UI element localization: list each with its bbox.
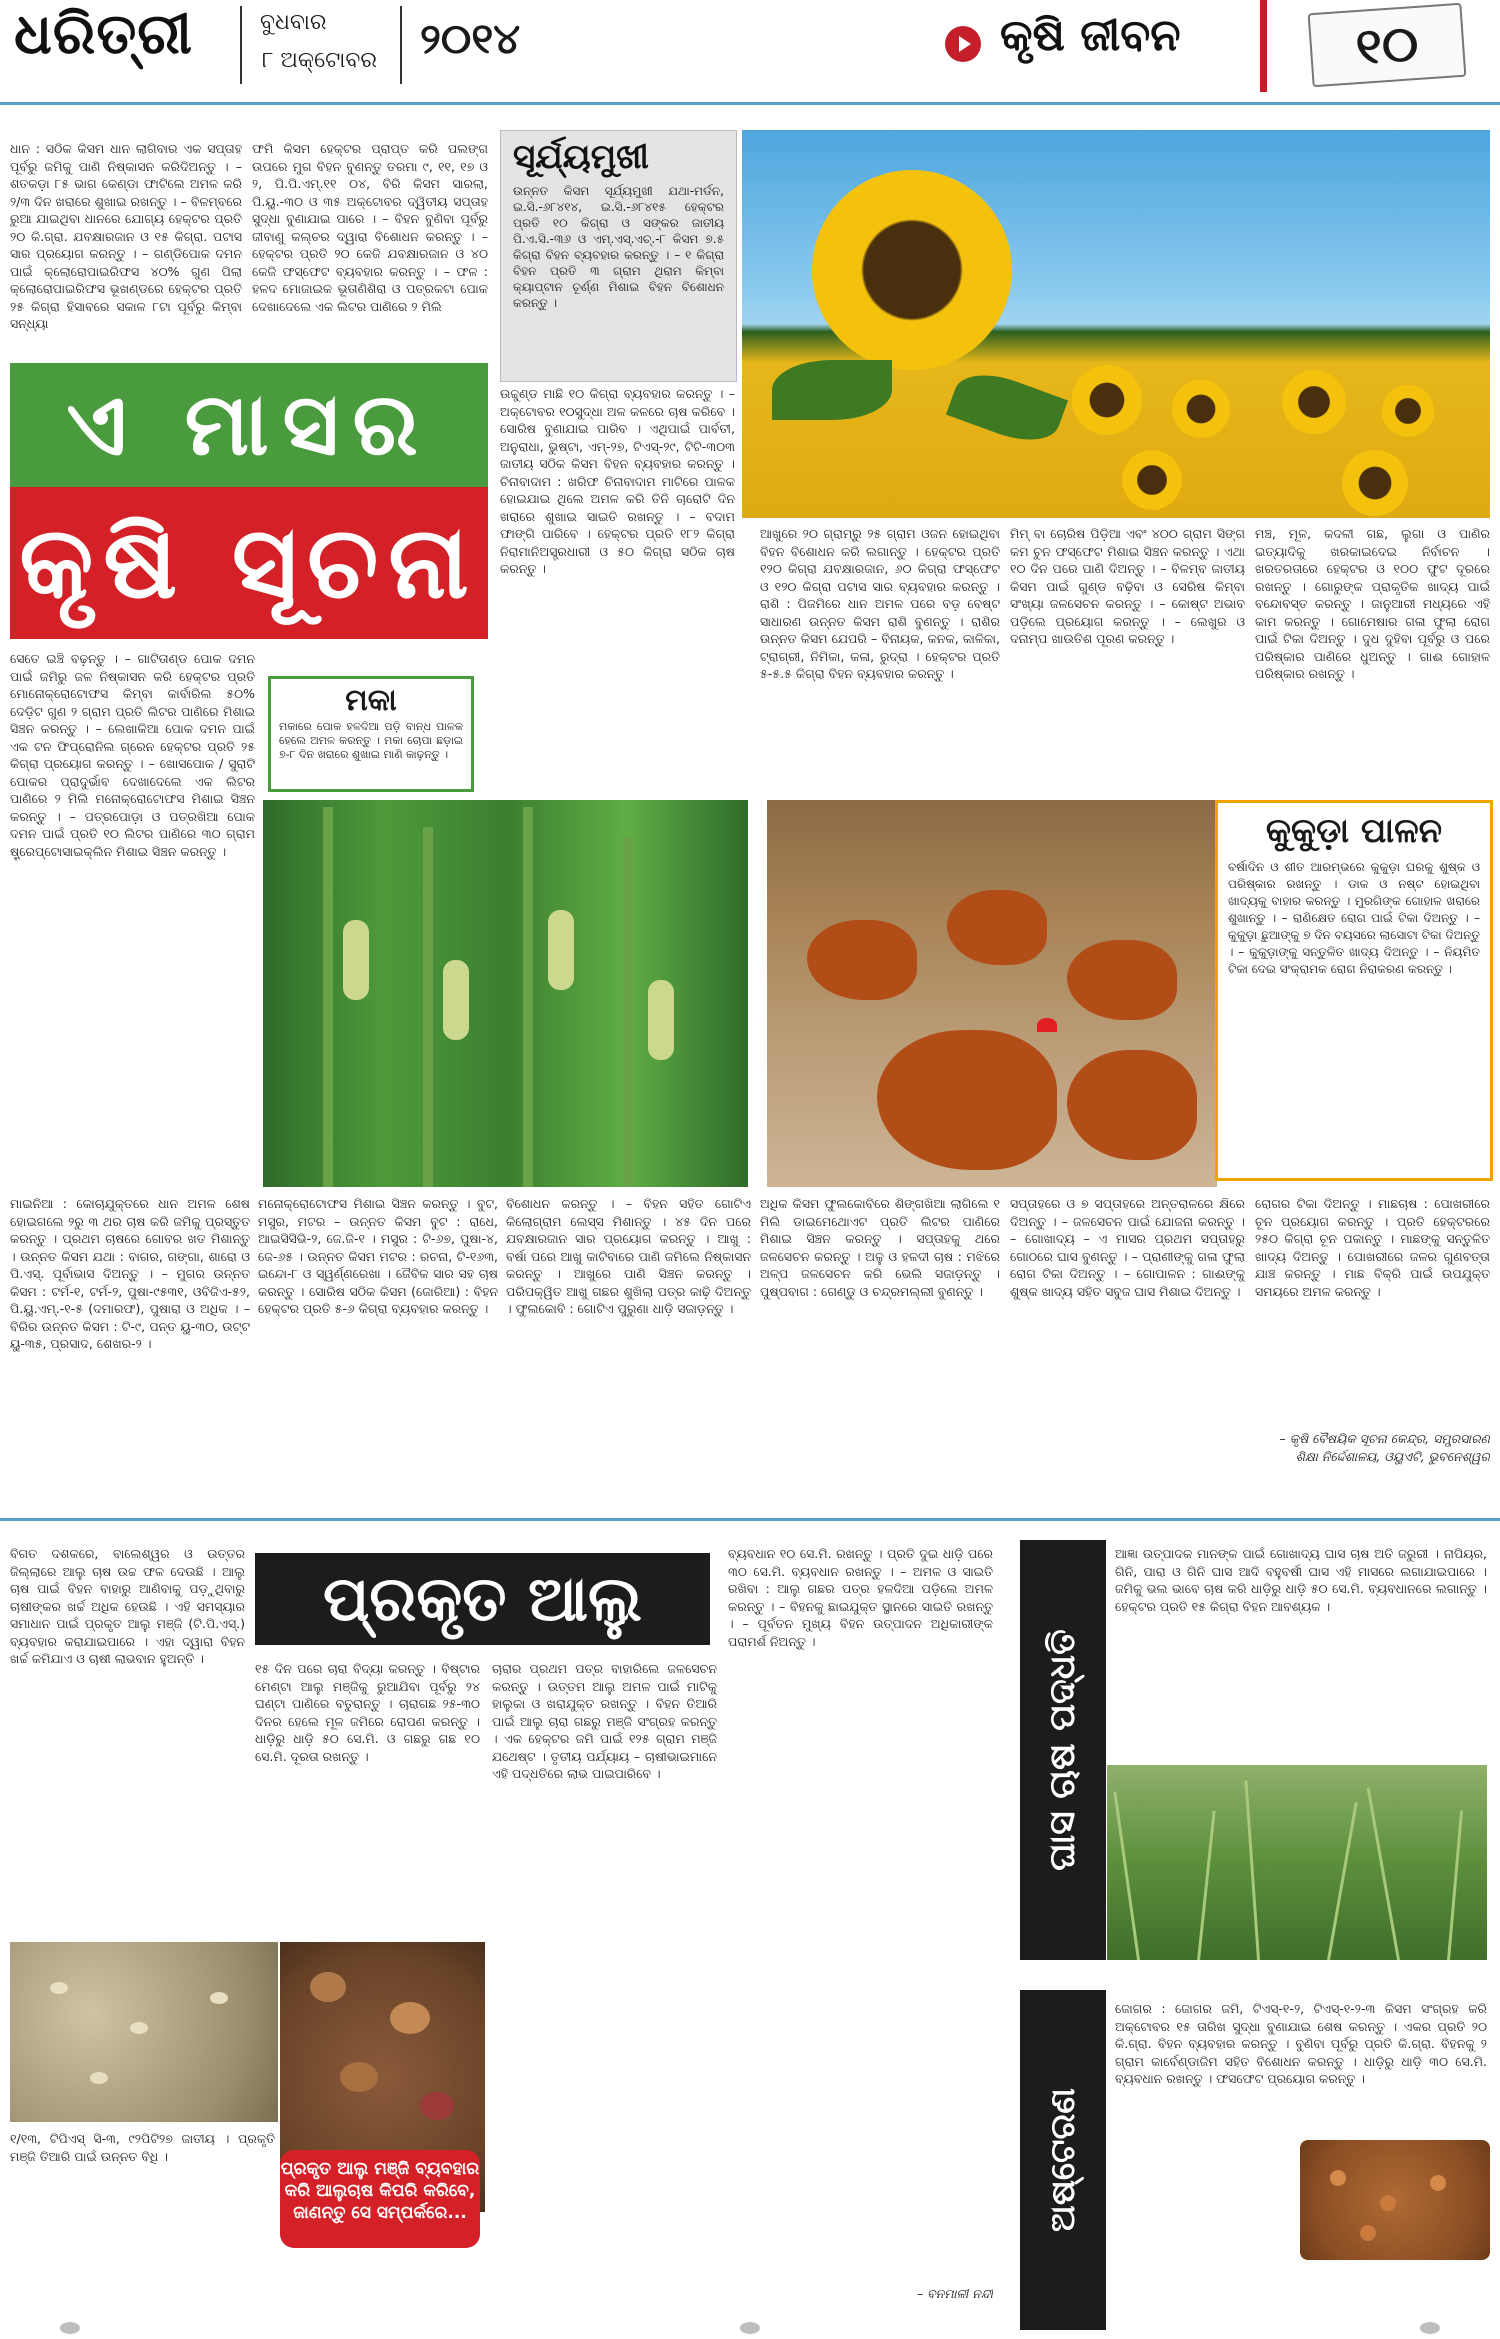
article-gram: ମନୋକ୍ରୋଟୋଫସ ମିଶାଇ ସିଞ୍ଚନ କରନ୍ତୁ । ବୁଟ, ମସୁର, ମଟର – ଉନ୍ନତ କିସମ ବୁଟ : ରାଧେ, ଆଇସିସିଭି-୨, ଜେ.ଜି-୧ । ମସୁର : ଟି-୬୭, ପୁଷା-୪, ଜେ-୬୫ । ଉନ୍ନତ କିସମ ମଟର : ରଚନା, ଟି-୧୬୩, ଇନ୍ଦୋ-୮ ଓ ସ୍ୱର୍ଣ୍ଣରେଖା । ଜୈବିକ ସାର ସହ ଚାଷ କରନ୍ତୁ । ସୋରିଷ ସଠିକ କିସମ (ଜୋରିଆ) : ବିହନ ହେକ୍ଟର ପ୍ରତି ୫-୬ କିଗ୍ରା ବ୍ୟବହାର କରନ୍ତୁ । bbox=[258, 1196, 498, 1316]
section-rule bbox=[0, 1518, 1500, 1521]
corn-ear-icon bbox=[443, 960, 469, 1040]
grass-blade-icon bbox=[1197, 1811, 1216, 1960]
seed-icon bbox=[1380, 2195, 1396, 2211]
poultry-text: ବର୍ଷାଦିନ ଓ ଶୀତ ଆରମ୍ଭରେ କୁକୁଡ଼ା ଘରକୁ ଶୁଷ୍କ ଓ ପରିଷ୍କାର ରଖନ୍ତୁ । ଡାକ ଓ ନଷ୍ଟ ହୋଇଥିବା ଖାଦ୍ୟକୁ ବାହାର କରନ୍ତୁ । ମୁରଗିଙ୍କ ଗୋହାଳ ଖରାରେ ଶୁଖାନ୍ତୁ । – ରାଣିକ୍ଷେତ ରୋଗ ପାଇଁ ଟିକା ଦିଅନ୍ତୁ । – କୁକୁଡ଼ା ଛୁଆଙ୍କୁ ୭ ଦିନ ବୟସରେ ଲାସୋଟା ଟିକା ଦିଅନ୍ତୁ । – କୁକୁଡ଼ାଙ୍କୁ ସନ୍ତୁଳିତ ଖାଦ୍ୟ ଦିଅନ୍ତୁ । – ନିୟମିତ ଟିକା ଦେଇ ସଂକ୍ରାମକ ରୋଗ ନିରାକରଣ କରନ୍ତୁ । bbox=[1228, 860, 1480, 976]
maize-photo bbox=[263, 800, 748, 1187]
article-pulses: ଫମି କିସମ ହେକ୍ଟର ପ୍ରାପ୍ତ କରି ପଲଙ୍ଗ ଉପରେ ମୁଗ ବିହନ ବୁଣନ୍ତୁ ତରମା ୯, ୧୧, ୧୭ ଓ ୨, ପି.ପି.ଏମ୍.୧୧ ୦୪, ବିରି କିସମ ସାରଲା, ପି.ୟୁ.-୩୦ ଓ ୩୫ ଅକ୍ଟୋବର ଦ୍ୱିତୀୟ ସପ୍ତାହ ସୁଦ୍ଧା ବୁଣାଯାଇ ପାରେ । – ବିହନ ବୁଣିବା ପୂର୍ବରୁ ଜୀବାଣୁ କଲ୍ଚର ଦ୍ୱାରା ବିଶୋଧନ କରନ୍ତୁ । – ହେକ୍ଟର ପ୍ରତି ୨୦ କେଜି ଯବକ୍ଷାରଜାନ ଓ ୪୦ କେଜି ଫସ୍ଫେଟ ବ୍ୟବହାର କରନ୍ତୁ । – ଫଳ : ହଳଦ ମୋଜାଇକ ଭୂତାଣିଶିରା ଓ ପତ୍ରକଟା ପୋକ ଦେଖାଦେଲେ ଏକ ଲିଟର ପାଣିରେ ୨ ମିଲି bbox=[252, 141, 488, 314]
leaf-icon bbox=[946, 363, 1068, 452]
sideline-vertical-heading bbox=[1020, 1990, 1106, 2330]
grass-blade-icon bbox=[1367, 1787, 1400, 1960]
sideline-seed-photo bbox=[1300, 2140, 1490, 2260]
potato-icon bbox=[340, 2062, 378, 2092]
article-sugarcane: ଆଖୁରେ ୨୦ ଗ୍ରାମ୍ରୁ ୨୫ ଗ୍ରାମ ଓଜନ ହୋଇଥିବା ବିହନ ବିଶୋଧନ କରି ଲଗାନ୍ତୁ । ହେକ୍ଟର ପ୍ରତି ୧୨୦ କିଗ୍ରା ଯବକ୍ଷାରଜାନ, ୬୦ କିଗ୍ରା ଫସ୍ଫେଟ ଓ ୧୨୦ କିଗ୍ରା ପଟାସ ସାର ବ୍ୟବହାର କରନ୍ତୁ । ରାଶି : ପିଜମିରେ ଧାନ ଅମଳ ପରେ ବଡ଼ ବେଷ୍ଟ ସାଧାରଣ ଉନ୍ନତ କିସମ ରାଶି ବୁଣନ୍ତୁ । ରାଶିର ଉନ୍ନତ କିସମ ଯେପରି – ବିନାୟକ, କନକ, କାଳିକା, ଟ୍ରାଗ୍ରୀ, ନିମିକା, କଳା, ରୁଦ୍ରା । ହେକ୍ଟର ପ୍ରତି ୫-୫.୫ କିଗ୍ରା ବିହନ ବ୍ୟବହାର କରନ୍ତୁ । bbox=[760, 526, 1000, 681]
sunflower-head-icon bbox=[1072, 365, 1142, 435]
fodder-heading: ଘାସ ଚାଷ ପଦ୍ଧତି bbox=[1042, 1629, 1083, 1871]
seed-icon bbox=[1360, 2225, 1376, 2241]
potato-headline: ପ୍ରକୃତ ଆଲୁ ମଞ୍ଜି bbox=[255, 1553, 710, 1645]
section-accent-bar bbox=[1260, 0, 1267, 92]
corn-ear-icon bbox=[548, 910, 574, 990]
sunflower-head-icon bbox=[1122, 450, 1182, 510]
hen-icon bbox=[1067, 1050, 1197, 1160]
potato-icon bbox=[310, 1972, 346, 2002]
article-oilseeds: ଉଚ୍ଚୁଣ୍ଡ ମାଛି ୧୦ କିଗ୍ରା ବ୍ୟବହାର କରନ୍ତୁ । – ଅକ୍ଟୋବର ୧୦ସୁଦ୍ଧା ଅଳ କଳରେ ଚାଷ କରିବେ । ସୋରିଷ ବୁଣାଯାଇ ପାରିବ । ଏଥିପାଇଁ ପାର୍ବତୀ, ଅନୁରାଧା, ଭୁଷ୍ଟା, ଏମ୍-୨୭, ଟିଏସ୍-୨୯, ଟିଟି-୩୦୩ ଜାତୀୟ ସଠିକ କିସମ ବିହନ ବ୍ୟବହାର କରନ୍ତୁ । ଚିନାବାଦାମ : ଖରିଫ ଚିନାବାଦାମ ମାଟିରେ ପାଳକ ହୋଇଯାଇ ଥିଲେ ଅମଳ କରି ତିନି ଚାରୋଟି ଦିନ ଖରାରେ ଶୁଖାଇ ସାଇତି ରଖନ୍ତୁ । – ବଦାମ ଫାଙ୍ଗି ପାରିବେ । ହେକ୍ଟର ପ୍ରତି ୧୮୨ କିଗ୍ରା ନିରାମାନିଅସ୍ତ୍ରଧାରୀ ଓ ୫୦ କିଗ୍ରା ସଠିକ ଚାଷ କରନ୍ତୁ । bbox=[500, 386, 735, 576]
potato-icon bbox=[390, 2002, 430, 2034]
potato-seed-photo bbox=[10, 1942, 278, 2122]
section-title: କୃଷି ଜୀବନ bbox=[1000, 10, 1181, 61]
potato-article-intro: ବିଗତ ଦଶକରେ, ବାଲେଶ୍ୱର ଓ ଉତ୍ତର ଜିଲ୍ଲାରେ ଆଲୁ ଚାଷ ଉଚ୍ଚ ଫଳ ଦେଉଛି । ଆଲୁ ଚାଷ ପାଇଁ ବିହନ ବାହାରୁ ଆଣିବାକୁ ପଡ଼ୁଥିବାରୁ ଚାଷୀଙ୍କର ଖର୍ଚ୍ଚ ଅଧିକ ହେଉଛି । ଏହି ସମସ୍ୟାର ସମାଧାନ ପାଇଁ ପ୍ରକୃତ ଆଲୁ ମଞ୍ଜି (ଟି.ପି.ଏସ୍.) ବ୍ୟବହାର କରାଯାଇପାରେ । ଏହା ଦ୍ୱାରା ବିହନ ଖର୍ଚ୍ଚ କମିଯାଏ ଓ ଚାଷୀ ଲାଭବାନ ହୁଅନ୍ତି । bbox=[10, 1546, 245, 1666]
sideline-heading: ଅଷ୍ଟେରଣ bbox=[1043, 2088, 1083, 2232]
fodder-vertical-heading bbox=[1020, 1540, 1106, 1960]
article-credit: – କୃଷି ବୈଷୟିକ ସୂଚନା କେନ୍ଦ୍ର, ସମ୍ପ୍ରସାରଣ ଶିକ୍ଷା ନିର୍ଦ୍ଦେଶାଳୟ, ଓୟୁଏଟି, ଭୁବନେଶ୍ୱର bbox=[1279, 1431, 1490, 1464]
seed-icon bbox=[50, 1982, 68, 1994]
maize-box bbox=[268, 676, 474, 792]
potato-article-part3: ଚାରାର ପ୍ରଥମ ପତ୍ର ବାହାରିଲେ ଜଳସେଚନ କରନ୍ତୁ । ଉତ୍ତମ ଆଲୁ ଅମଳ ପାଇଁ ମାଟିକୁ ହାଲୁକା ଓ ଖରାଯୁକ୍ତ ରଖନ୍ତୁ । ବିହନ ତିଆରି ପାଇଁ ଆଲୁ ଚାରା ଗଛରୁ ମଞ୍ଜି ସଂଗ୍ରହ କରନ୍ତୁ । ଏକ ହେକ୍ଟର ଜମି ପାଇଁ ୧୨୫ ଗ୍ରାମ ମଞ୍ଜି ଯଥେଷ୍ଟ । ତୃତୀୟ ପର୍ଯ୍ୟାୟ – ଚାଷୀଭାଇମାନେ ଏହି ପଦ୍ଧତିରେ ଲାଭ ପାଇପାରିବେ । bbox=[492, 1661, 717, 1781]
potato-article-part2: ୧୫ ଦିନ ପରେ ଚାରା ବିଦ୍ୟା କରନ୍ତୁ । ବିଷ୍ଟାର ମେଣ୍ଟା ଆଲୁ ମଞ୍ଜିକୁ ରୁଆଯିବା ପୂର୍ବରୁ ୨୪ ଘଣ୍ଟା ପାଣିରେ ବତୁରାନ୍ତୁ । ଚାରାଗଛ ୨୫-୩୦ ଦିନର ହେଲେ ମୂଳ ଜମିରେ ରୋପଣ କରନ୍ତୁ । ଧାଡ଼ିରୁ ଧାଡ଼ି ୫୦ ସେ.ମି. ଓ ଗଛରୁ ଗଛ ୧୦ ସେ.ମି. ଦୂରତା ରଖନ୍ତୁ । bbox=[255, 1661, 480, 1764]
seed-icon bbox=[1330, 2170, 1346, 2186]
seed-icon bbox=[130, 2022, 148, 2034]
sunflower-head-icon bbox=[1342, 450, 1408, 516]
seed-icon bbox=[1430, 2175, 1446, 2191]
stalk-icon bbox=[523, 807, 533, 1187]
hen-icon bbox=[947, 890, 1047, 965]
issue-day: ବୁଧବାର bbox=[260, 10, 327, 35]
page-number: ୧୦ bbox=[1308, 3, 1467, 88]
fodder-grass-photo bbox=[1107, 1765, 1487, 1960]
article-vegetables: ମିମ୍ ବା ଚୋରିଷ ପିଡ଼ିଆ ଏବଂ ୪୦୦ ଗ୍ରାମ ସିଙ୍ଗ କମ ଚୁନ ଫସ୍ଫେଟ ମିଶାଇ ସିଞ୍ଚନ କରନ୍ତୁ । ଏଥା ୧୦ ଦିନ ପରେ ପାଣି ଦିଅନ୍ତୁ । – ବିଳମ୍ବ ଜାତୀୟ କିସମ ପାଇଁ ଗୁଣ୍ଡ ବଢ଼ିବା ଓ ସେରିଷ କିମ୍ବା ସଂଖ୍ୟା ଜଳସେଚନ କରନ୍ତୁ । – କୋଷ୍ଟ ଅଭାବ ପଡ଼ିଲେ ପ୍ରୟୋଗ କରନ୍ତୁ । – ଲେଖୁର ଓ ଦନାମ୍ପ ଖାଉତିଶ ପୂରଣ କରନ୍ତୁ । bbox=[1010, 526, 1245, 646]
comb-icon bbox=[1037, 1018, 1057, 1032]
article-pulse-varieties: ମାଇନିଆ : କୋଚାଯୁକ୍ତରେ ଧାନ ଅମଳ ଶେଷ ହୋଇଗଲେ ୨ରୁ ୩ ଥର ଚାଷ କରି ଜମିକୁ ପ୍ରସ୍ତୁତ କରନ୍ତୁ । ପ୍ରଥମ ଚାଷରେ ଗୋବର ଖତ ମିଶାନ୍ତୁ । ଉନ୍ନତ କିସମ ଯଥା : ବାଗର, ଗଙ୍ଗା, ଶାରୋ ଓ ପି.ଏସ୍. ପୂର୍ବାଭାସ ଦିଅନ୍ତୁ । – ମୁଗର ଉନ୍ନତ କିସମ : ଟର୍ମ-୧, ଟର୍ମ-୨, ପୁଷା-୯୫୩୧, ଓବିଜିଏ-୫୨, ପି.ୟୁ.ଏମ୍.-୧-୫ (ଦମାରଫ), ପୁଷାରା ଓ ଅଧିକ । – ବିରିର ଉନ୍ନତ କିସମ : ଟି-୯, ପନ୍ତ ୟୁ-୩୦, ଉଟ୍ଟ ୟୁ-୩୫, ପ୍ରସାଦ, ଶେଖର-୨ । bbox=[10, 1196, 250, 1351]
sunflower-head-icon bbox=[1282, 370, 1346, 434]
sunflower-box bbox=[500, 130, 737, 382]
article-pest-control: ସେତେ ଇଞ୍ଚି ବଢ଼ନ୍ତୁ । – ଗାଟିତାଣ୍ଡ ପୋକ ଦମନ ପାଇଁ ଜମିରୁ ଜଳ ନିଷ୍କାସନ କରି ହେକ୍ଟର ପ୍ରତି ମୋନୋକ୍ରୋଟୋଫସ କିମ୍ବା କାର୍ବାରିଲ ୫୦% ଦେଡ଼ିଟ ଗୁଣ ୨ ଗ୍ରାମ ପ୍ରତି ଲିଟର ପାଣିରେ ମିଶାଇ ସିଞ୍ଚନ କରନ୍ତୁ । – ଲେଖାକିଆ ପୋକ ଦମନ ପାଇଁ ଏକ ଟନ ଫିପ୍ରୋନିଲ ଗ୍ରେନ ହେକ୍ଟର ପ୍ରତି ୨୫ କିଗ୍ରା ପ୍ରୟୋଗ କରନ୍ତୁ । – ଖୋସପୋକ / ସୁରାଟି ପୋକର ପ୍ରାଦୁର୍ଭାବ ଦେଖାଦେଲେ ଏକ ଲିଟର ପାଣିରେ ୨ ମିଲି ମନୋକ୍ରୋଟୋଫସ ମିଶାଇ ସିଞ୍ଚନ କରନ୍ତୁ । – ପତ୍ରପୋଡ଼ା ଓ ପତ୍ରଖିଆ ପୋକ ଦମନ ପାଇଁ ପ୍ରତି ୧୦ ଲିଟର ପାଣିରେ ୩୦ ଗ୍ରାମ ଷ୍ଟ୍ରେପ୍ଟୋସାଇକ୍ଲିନ ମିଶାଇ ସିଞ୍ଚନ କରନ୍ତୁ । bbox=[10, 651, 255, 859]
sunflower-photo bbox=[742, 130, 1490, 518]
hen-icon bbox=[1067, 940, 1177, 1020]
maize-text: ମକାରେ ପୋକ ହଳଦିଆ ପଡ଼ି ବାନ୍ଧ ପାଳକ ହେଲେ ଅମଳ କରନ୍ତୁ । ମକା ଚୋପା ଛଡ଼ାଇ ୭-୮ ଦିନ ଖରାରେ ଶୁଖାଇ ମାଣି କାଢ଼ନ୍ତୁ । bbox=[279, 720, 463, 761]
article-livestock: ମଞ୍ଚ, ମୂଳ, କଦଳୀ ଗଛ, ଲୁଗା ଓ ପାଣିର ଇତ୍ୟାଦିକୁ ଖରକାଇଦେଇ ନିର୍ବାଚନ । ଖରତରତାରେ ହେକ୍ଟର ଓ ୧୦୦ ଫୁଟ ଦୂରରେ ରଖନ୍ତୁ । ଗୋରୁଙ୍କ ପ୍ରାକୃତିକ ଖାଦ୍ୟ ପାଇଁ ବନ୍ଦୋବସ୍ତ କରନ୍ତୁ । ଜାନୁଆରୀ ମଧ୍ୟରେ ଏହି କାମ କରନ୍ତୁ । ଗୋମେଷାର ଗଳା ଫୁଲା ରୋଗ ପାଇଁ ଟିକା ଦିଅନ୍ତୁ । ଦୁଧ ଦୁହିବା ପୂର୍ବରୁ ଓ ପରେ ପରିଷ୍କାର ପାଣିରେ ଧୁଅନ୍ତୁ । ଗାଈ ଗୋହାଳ ପରିଷ୍କାର ରଖନ୍ତୁ । bbox=[1255, 526, 1490, 681]
masthead bbox=[10, 0, 1490, 96]
sideline-article: ଜୋଗର : ଜୋଗର ଜମି, ଟିଏସ୍-୧-୨, ଟିଏସ୍-୧-୨-୩ କିସମ ସଂଗ୍ରହ କରି ଅକ୍ଟୋବର ୧୫ ତାରିଖ ସୁଦ୍ଧା ବୁଣାଯାଇ ଶେଷ କରନ୍ତୁ । ଏକର ପ୍ରତି ୨୦ କି.ଗ୍ରା. ବିହନ ବ୍ୟବହାର କରନ୍ତୁ । ବୁଣିବା ପୂର୍ବରୁ ପ୍ରତି କି.ଗ୍ରା. ବିହନକୁ ୨ ଗ୍ରାମ କାର୍ବେଣ୍ଡାଜିମ ସହିତ ବିଶୋଧନ କରନ୍ତୁ । ଧାଡ଼ିରୁ ଧାଡ଼ି ୩୦ ସେ.ମି. ବ୍ୟବଧାନ ରଖନ୍ତୁ । ଫସଫେଟ ପ୍ରୟୋଗ କରନ୍ତୁ । bbox=[1115, 2001, 1487, 2086]
sunflower-heading: ସୂର୍ଯ୍ୟମୁଖୀ bbox=[513, 137, 649, 177]
potato-seed-callout: ପ୍ରକୃତ ଆଲୁ ମଞ୍ଜି ବ୍ୟବହାର କରି ଆଲୁଚାଷ କିପରି କରିବେ, ଜାଣନ୍ତୁ ସେ ସମ୍ପର୍କରେ... bbox=[280, 2150, 480, 2248]
sunflower-text: ଉନ୍ନତ କିସମ ସୂର୍ଯ୍ୟମୁଖୀ ଯଥା-ମର୍ଡନ, ଇ.ସି.-୬୮୪୧୪, ଇ.ସି.-୬୮୪୧୫ ହେକ୍ଟର ପ୍ରତି ୧୦ କିଗ୍ରା ଓ ସଙ୍କର ଜାତୀୟ ପି.ଏ.ସି.-୩୬ ଓ ଏମ୍.ଏସ୍.ଏଚ୍.-୮ କିସମ ୭.୫ କିଗ୍ରା ବିହନ ବ୍ୟବହାର କରନ୍ତୁ । – ୧ କିଗ୍ରା ବିହନ ପ୍ରତି ୩ ଗ୍ରାମ ଥିରାମ କିମ୍ବା କ୍ୟାପ୍ଟାନ ଚୂର୍ଣ୍ଣ ମିଶାଇ ବିହନ ବିଶୋଧନ କରନ୍ତୁ । bbox=[513, 184, 724, 310]
month-banner-bottom: କୃଷି ସୂଚନା bbox=[10, 487, 488, 639]
potato-photo-caption: ୧/୧୩, ଟିପିଏସ୍ ସି-୩, ୯୨ପିଟି୨୭ ଜାତୀୟ । ପ୍ରକୃତି ମଞ୍ଜି ତିଆରି ପାଇଁ ଉନ୍ନତ ବିଧି । bbox=[10, 2131, 275, 2164]
maize-heading: ମକା bbox=[345, 683, 397, 718]
potato-article-part4: ବ୍ୟବଧାନ ୧୦ ସେ.ମି. ରଖନ୍ତୁ । ପ୍ରତି ଦୁଇ ଧାଡ଼ି ପରେ ୩୦ ସେ.ମି. ବ୍ୟବଧାନ ରଖନ୍ତୁ । – ଅମଳ ଓ ସାଇତି ରଖିବା : ଆଲୁ ଗଛର ପତ୍ର ହଳଦିଆ ପଡ଼ିଲେ ଅମଳ କରନ୍ତୁ । – ବିହନକୁ ଛାଇଯୁକ୍ତ ସ୍ଥାନରେ ସାଇତି ରଖନ୍ତୁ । – ପୂର୍ବତନ ମୁଖ୍ୟ ବିହନ ଉତ୍ପାଦନ ଅଧିକାରୀଙ୍କ ପରାମର୍ଶ ନିଅନ୍ତୁ । bbox=[728, 1546, 993, 1649]
poultry-heading: କୁକୁଡ଼ା ପାଳନ bbox=[1265, 811, 1443, 851]
month-banner-top: ଏ ମାସର bbox=[10, 363, 488, 487]
potato-icon bbox=[420, 2092, 454, 2120]
sunflower-head-icon bbox=[1172, 380, 1230, 438]
fodder-article: ଆଜ୍ଞା ଉତ୍ପାଦକ ମାନଙ୍କ ପାଇଁ ଗୋଖାଦ୍ୟ ଘାସ ଚାଷ ଅତି ଜରୁରୀ । ନାପିୟର, ଗିନି, ପାରା ଓ ଗିନି ଘାସ ଆଦି ବହୁବର୍ଷୀ ଘାସ ଏହି ମାସରେ ଲଗାଯାଇପାରେ । ଜମିକୁ ଭଲ ଭାବେ ଚାଷ କରି ଧାଡ଼ିରୁ ଧାଡ଼ି ୫୦ ସେ.ମି. ବ୍ୟବଧାନରେ ଲଗାନ୍ତୁ । ହେକ୍ଟର ପ୍ରତି ୧୫ କିଗ୍ରା ବିହନ ଆବଶ୍ୟକ । bbox=[1115, 1546, 1487, 1614]
stalk-icon bbox=[423, 827, 433, 1187]
grass-blade-icon bbox=[1244, 1780, 1260, 1960]
divider bbox=[400, 6, 402, 84]
issue-year: ୨୦୧୪ bbox=[420, 14, 521, 63]
sunflower-head-icon bbox=[812, 170, 1012, 370]
article-fodder-care: ସପ୍ତାହରେ ଓ ୭ ସପ୍ତାହରେ ଅନ୍ତରାଳରେ କ୍ଷିରେ ଦିଅନ୍ତୁ । – ଜଳସେଚନ ପାଇଁ ଯୋଜନା କରନ୍ତୁ । – ଗୋଖାଦ୍ୟ – ଏ ମାସର ପ୍ରଥମ ସପ୍ତାହରୁ ଗୋଠରେ ଘାସ ବୁଣନ୍ତୁ । – ପ୍ରାଣୀଙ୍କୁ ଗଳା ଫୁଲା ରୋଗ ଟିକା ଦିଅନ୍ତୁ । – ଗୋପାଳନ : ଗାଈଙ୍କୁ ଶୁଷ୍କ ଖାଦ୍ୟ ସହିତ ସବୁଜ ଘାସ ମିଶାଇ ଦିଅନ୍ତୁ । bbox=[1010, 1196, 1245, 1299]
seed-icon bbox=[210, 1992, 228, 2004]
grass-blade-icon bbox=[1447, 1810, 1463, 1960]
hen-icon bbox=[877, 1030, 1057, 1170]
article-paddy: ଧାନ : ସଠିକ କିସମ ଧାନ ଲାଗିବାର ଏକ ସପ୍ତାହ ପୂର୍ବରୁ ଜମିକୁ ପାଣି ନିଷ୍କାସନ କରିଦିଅନ୍ତୁ । – ଶତକଡ଼ା ୮୫ ଭାଗ କେଣ୍ଡା ଫାଟିଲେ ଅମଳ କରି ୨/୩ ଦିନ ଖରାରେ ଶୁଖାଇ ରଖନ୍ତୁ । – ବିଳମ୍ବରେ ରୁଆ ଯାଇଥିବା ଧାନରେ ଯୋଗ୍ୟ ହେକ୍ଟର ପ୍ରତି ୨୦ କି.ଗ୍ରା. ଯବକ୍ଷାରଜାନ ଓ ୧୫ କିଗ୍ରା. ପଟାସ ସାର ପ୍ରୟୋଗ କରନ୍ତୁ । – ଗଣ୍ଡିପୋକ ଦମନ ପାଇଁ କ୍ଲୋରୋପାଇରିଫସ ୪୦% ଗୁଣ ପିଲା କ୍ଲୋରୋପାଇରିଫସ ଭୂଖଣ୍ଡରେ ହେକ୍ଟର ପ୍ରତି ୨୫ କିଗ୍ରା ହିସାବରେ ସକାଳ ୮ଟା ପୂର୍ବରୁ କିମ୍ବା ସନ୍ଧ୍ୟା bbox=[10, 141, 242, 331]
issue-date: ୮ ଅକ୍ଟୋବର bbox=[262, 48, 378, 73]
article-cauliflower: ଅଧିକ କିସମ ଫୁଲକୋବିରେ ଶିଙ୍ଗଖିଆ ଲାଗିଲେ ୧ ମିଲି ଡାଇମେଥୋଏଟ ପ୍ରତି ଲିଟର ପାଣିରେ ମିଶାଇ ସିଞ୍ଚନ କରନ୍ତୁ । ସପ୍ତାହକୁ ଥରେ ଜଳସେଚନ କରନ୍ତୁ । ଅଳୁ ଓ ହଳଦୀ ଚାଷ : ମଝିରେ ଅଳ୍ପ ଜଳସେଚନ କରି ଭେଲି ସଜାଡ଼ନ୍ତୁ । ପୁଷ୍ପବାଗ : ଗେଣ୍ଡୁ ଓ ଚନ୍ଦ୍ରମଲ୍ଲୀ ବୁଣନ୍ତୁ । bbox=[760, 1196, 1000, 1299]
potato-credit: – ବନମାଳୀ ନନ୍ଦୀ bbox=[916, 2286, 993, 2301]
article-fishery: ରୋଗର ଟିକା ଦିଅନ୍ତୁ । ମାଛଚାଷ : ପୋଖରୀରେ ଚୂନ ପ୍ରୟୋଗ କରନ୍ତୁ । ପ୍ରତି ହେକ୍ଟରରେ ୨୫୦ କିଗ୍ରା ଚୂନ ପକାନ୍ତୁ । ମାଛଙ୍କୁ ସନ୍ତୁଳିତ ଖାଦ୍ୟ ଦିଅନ୍ତୁ । ପୋଖରୀରେ ଜଳର ଗୁଣବତ୍ତା ଯାଞ୍ଚ କରନ୍ତୁ । ମାଛ ବିକ୍ରି ପାଇଁ ଉପଯୁକ୍ତ ସମୟରେ ଅମଳ କରନ୍ତୁ । bbox=[1255, 1196, 1490, 1299]
stalk-icon bbox=[323, 807, 333, 1187]
poultry-box bbox=[1215, 800, 1493, 1181]
newspaper-logo: ଧରିତ୍ରୀ bbox=[14, 2, 193, 67]
play-icon bbox=[945, 26, 981, 62]
article-sugarcane-care: ବିଶୋଧନ କରନ୍ତୁ । – ବିହନ ସହିତ ଗୋଟିଏ କିଲୋଗ୍ରାମ ଲେସ୍ସ ମିଶାନ୍ତୁ । ୪୫ ଦିନ ପରେ ଯବକ୍ଷାରଜାନ ସାର ପ୍ରୟୋଗ କରନ୍ତୁ । ଆଖୁ : ବର୍ଷା ପରେ ଆଖୁ କାଟିବାରେ ପାଣି ଜମିଲେ ନିଷ୍କାସନ କରନ୍ତୁ । ଆଖୁରେ ପାଣି ସିଞ୍ଚନ କରନ୍ତୁ । ପରିପକ୍ୱିତ ଆଖୁ ଗଛର ଶୁଖିଲା ପତ୍ର କାଢ଼ି ଦିଅନ୍ତୁ । ଫୁଲକୋବି : ଗୋଟିଏ ପୁରୁଣା ଧାଡ଼ି ସଜାଡ଼ନ୍ତୁ । bbox=[506, 1196, 751, 1316]
seed-icon bbox=[90, 2072, 108, 2084]
divider bbox=[240, 6, 242, 84]
corn-ear-icon bbox=[648, 980, 674, 1060]
header-rule bbox=[0, 102, 1500, 105]
poultry-photo bbox=[767, 800, 1217, 1187]
hen-icon bbox=[807, 920, 917, 1000]
leaf-icon bbox=[772, 360, 892, 420]
grass-blade-icon bbox=[1113, 1791, 1140, 1960]
registration-mark-icon bbox=[1420, 2322, 1440, 2334]
stalk-icon bbox=[623, 837, 633, 1187]
registration-mark-icon bbox=[740, 2322, 760, 2334]
sunflower-head-icon bbox=[1382, 385, 1434, 437]
corn-ear-icon bbox=[343, 920, 369, 1000]
grass-blade-icon bbox=[1327, 1802, 1358, 1960]
registration-mark-icon bbox=[60, 2322, 80, 2334]
